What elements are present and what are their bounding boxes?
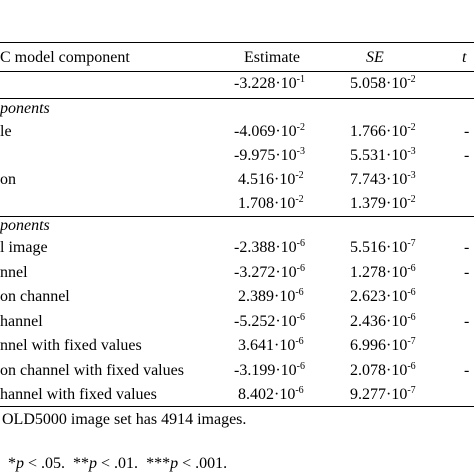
significance-note — [8, 454, 227, 474]
row-se-base: 5.531·10 — [350, 147, 408, 164]
sig-a-p: p — [16, 455, 24, 472]
row-estimate-exp: -6 — [296, 262, 305, 274]
header-rule — [0, 71, 474, 72]
row-t: - — [464, 123, 470, 140]
row-se — [350, 238, 416, 258]
intercept-rule — [0, 98, 474, 99]
row-se-base: 1.379·10 — [350, 195, 408, 212]
row-estimate-base: -5.252·10 — [234, 312, 297, 330]
sig-a-rest: < .05. — [24, 455, 66, 472]
row-se-exp: -6 — [407, 262, 416, 274]
row-estimate-base: -4.069·10 — [234, 123, 297, 140]
row-se-base: 2.078·10 — [350, 361, 408, 379]
row-se-exp: -6 — [407, 287, 416, 298]
sig-b-rest: < .01. — [97, 455, 139, 472]
row-se — [350, 287, 416, 307]
row-se — [350, 385, 416, 405]
intercept-estimate-exp: -1 — [296, 74, 305, 85]
row-se-base: 5.516·10 — [350, 239, 408, 256]
row-estimate-base: -9.975·10 — [234, 147, 297, 164]
row-se — [350, 170, 416, 190]
row-estimate-exp: -6 — [295, 287, 304, 298]
sig-c-rest: < .001. — [178, 455, 228, 472]
sig-a-stars: * — [8, 455, 16, 472]
row-estimate — [234, 312, 305, 332]
row-estimate — [238, 170, 304, 190]
row-label: nnel with fixed values — [0, 337, 142, 354]
sig-c-stars: *** — [146, 455, 171, 472]
row-label: on channel — [0, 288, 70, 305]
row-se-exp: -6 — [407, 311, 416, 323]
row-estimate-exp: -6 — [296, 360, 305, 372]
row-se-base: 2.623·10 — [350, 288, 408, 305]
row-se — [350, 336, 416, 356]
row-t: - — [464, 147, 470, 164]
row-t: - — [464, 239, 470, 256]
row-estimate — [234, 122, 305, 142]
row-label: nnel — [0, 263, 28, 281]
row-estimate-base: 3.641·10 — [238, 337, 296, 354]
row-estimate-exp: -6 — [296, 238, 305, 249]
row-label: hannel — [0, 312, 43, 330]
header-t: t — [462, 49, 467, 66]
header-se: SE — [366, 49, 384, 66]
row-estimate-exp: -2 — [295, 194, 304, 205]
row-estimate-base: -2.388·10 — [234, 239, 297, 256]
row-se-exp: -2 — [407, 122, 416, 133]
row-t: - — [464, 312, 470, 330]
row-se-base: 1.766·10 — [350, 123, 408, 140]
row-estimate-exp: -6 — [295, 336, 304, 347]
row-se-base: 2.436·10 — [350, 312, 408, 330]
row-se-base: 7.743·10 — [350, 171, 408, 188]
row-se — [350, 361, 416, 381]
row-se-base: 6.996·10 — [350, 337, 408, 354]
row-estimate-exp: -2 — [295, 170, 304, 181]
row-se-exp: -7 — [407, 238, 416, 249]
row-estimate-base: 8.402·10 — [238, 386, 296, 403]
intercept-estimate — [234, 74, 305, 94]
row-se-exp: -6 — [407, 360, 416, 372]
row-label: on — [0, 171, 16, 188]
row-estimate-exp: -2 — [296, 122, 305, 133]
row-estimate — [234, 146, 305, 166]
row-se — [350, 263, 416, 283]
sig-c-p: p — [170, 455, 179, 472]
row-estimate-base: -3.199·10 — [234, 361, 297, 379]
intercept-se-exp: -2 — [407, 74, 416, 85]
row-se — [350, 122, 416, 142]
row-label: hannel with fixed values — [0, 386, 157, 403]
row-estimate — [234, 361, 305, 381]
row-label: le — [0, 123, 12, 140]
intercept-se-base: 5.058·10 — [350, 75, 408, 92]
top-rule — [0, 42, 474, 43]
row-se-base: 9.277·10 — [350, 386, 408, 403]
row-label: l image — [0, 239, 48, 256]
sig-b-stars: ** — [73, 455, 90, 472]
footnote: OLD5000 image set has 4914 images. — [2, 411, 247, 428]
section2-title: ponents — [0, 217, 50, 234]
section-rule — [0, 216, 474, 217]
header-component: C model component — [0, 49, 130, 66]
row-estimate-exp: -3 — [296, 146, 305, 157]
row-se — [350, 312, 416, 332]
row-estimate — [238, 194, 304, 214]
row-se-base: 1.278·10 — [350, 263, 408, 281]
row-estimate-base: 4.516·10 — [238, 171, 296, 188]
row-se-exp: -7 — [407, 385, 416, 396]
row-se-exp: -3 — [407, 146, 416, 157]
header-estimate: Estimate — [244, 49, 300, 66]
row-estimate — [234, 263, 305, 283]
row-se — [350, 194, 416, 214]
row-se-exp: -2 — [407, 194, 416, 205]
sig-b-p: p — [89, 455, 98, 472]
section1-title: ponents — [0, 100, 50, 117]
row-estimate — [238, 287, 304, 307]
row-estimate — [238, 385, 304, 405]
intercept-estimate-base: -3.228·10 — [234, 75, 297, 92]
row-estimate-base: 1.708·10 — [238, 195, 296, 212]
row-se — [350, 146, 416, 166]
bottom-rule — [0, 406, 474, 407]
row-t: - — [464, 263, 470, 281]
intercept-se — [350, 74, 416, 94]
row-estimate-exp: -6 — [296, 311, 305, 323]
row-estimate-exp: -6 — [295, 385, 304, 396]
row-estimate-base: 2.389·10 — [238, 288, 296, 305]
row-se-exp: -7 — [407, 336, 416, 347]
row-se-exp: -3 — [407, 170, 416, 181]
row-label: on channel with fixed values — [0, 361, 184, 379]
row-estimate — [234, 238, 305, 258]
row-estimate — [238, 336, 304, 356]
row-estimate-base: -3.272·10 — [234, 263, 297, 281]
row-t: - — [464, 361, 470, 379]
